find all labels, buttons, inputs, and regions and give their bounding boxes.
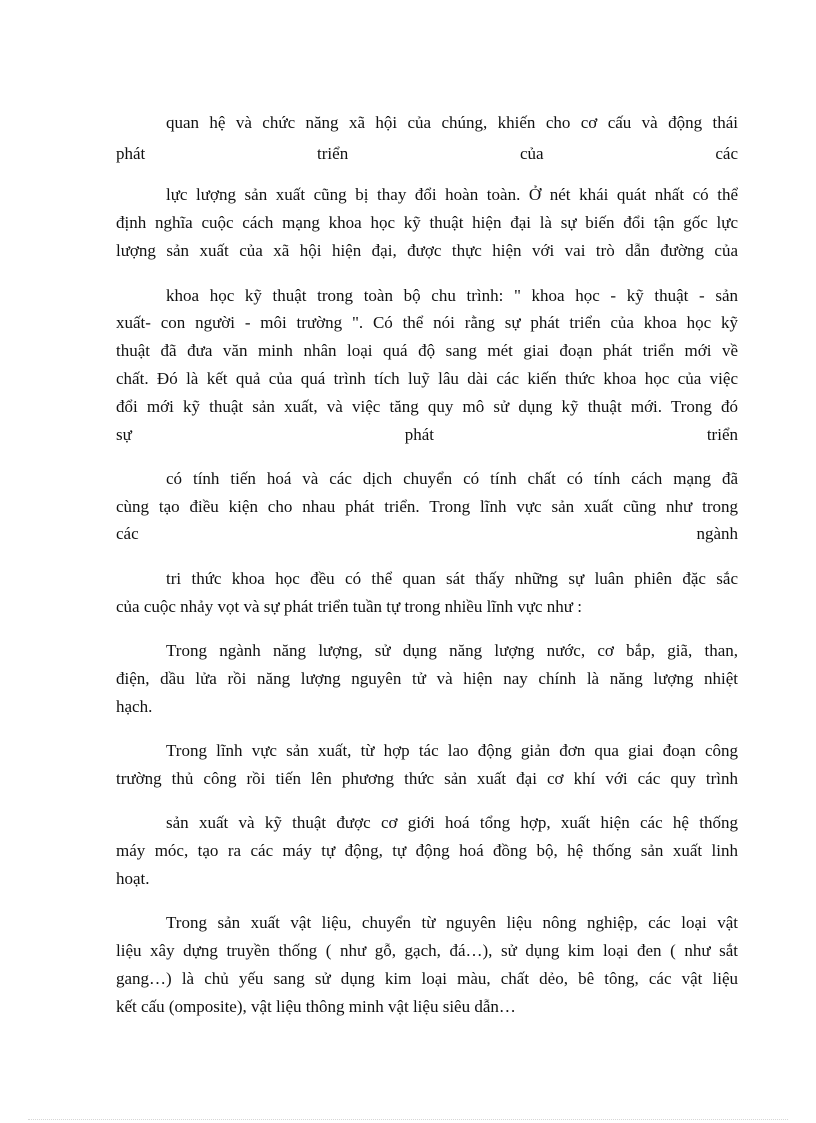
text-line: Trong ngành năng lượng, sử dụng năng lượng nước, cơ bắp, giã, than,	[166, 641, 738, 660]
text-line: máy móc, tạo ra các máy tự động, tự động hoá đồng bộ, hệ thống sản xuất linh	[116, 841, 738, 860]
text-line: các ngành	[116, 524, 738, 543]
text-line: điện, dầu lửa rồi năng lượng nguyên tử và hiện nay chính là năng lượng nhiệt	[116, 669, 738, 688]
text-line: của cuộc nhảy vọt và sự phát triển tuần tự trong nhiều lĩnh vực như :	[116, 597, 582, 616]
text-line: lực lượng sản xuất cũng bị thay đổi hoàn toàn. Ở nét khái quát nhất có thể	[166, 185, 738, 204]
text-line: thuật đã đưa văn minh nhân loại quá độ sang mét giai đoạn phát triển mới về	[116, 341, 738, 360]
text-line: gang…) là chủ yếu sang sử dụng kim loại màu, chất dẻo, bê tông, các vật liệu	[116, 969, 738, 988]
text-line: định nghĩa cuộc cách mạng khoa học kỹ thuật hiện đại là sự biến đổi tận gốc lực	[116, 213, 738, 232]
text-line: đổi mới kỹ thuật sản xuất, và việc tăng quy mô sử dụng kỹ thuật mới. Trong đó	[116, 397, 738, 416]
text-line: Trong sản xuất vật liệu, chuyển từ nguyên liệu nông nghiệp, các loại vật	[166, 913, 738, 932]
text-line: tri thức khoa học đều có thể quan sát thấy những sự luân phiên đặc sắc	[166, 569, 738, 588]
text-line: phát triển của các	[116, 144, 738, 163]
text-line: quan hệ và chức năng xã hội của chúng, khiến cho cơ cấu và động thái	[166, 113, 738, 132]
text-line: Trong lĩnh vực sản xuất, từ hợp tác lao động giản đơn qua giai đoạn công	[166, 741, 738, 760]
text-line: chất. Đó là kết quả của quá trình tích luỹ lâu dài các kiến thức khoa học của việc	[116, 369, 738, 388]
page-bottom-divider	[28, 1119, 788, 1120]
text-line: liệu xây dựng truyền thống ( như gỗ, gạch, đá…), sử dụng kim loại đen ( như sắt	[116, 941, 738, 960]
text-line: sản xuất và kỹ thuật được cơ giới hoá tổng hợp, xuất hiện các hệ thống	[166, 813, 738, 832]
text-line: cùng tạo điều kiện cho nhau phát triển. Trong lĩnh vực sản xuất cũng như trong	[116, 497, 738, 516]
text-line: sự phát triển	[116, 425, 738, 444]
text-line: hoạt.	[116, 869, 150, 888]
text-line: xuất- con người - môi trường ". Có thể nói rằng sự phát triển của khoa học kỹ	[116, 313, 738, 332]
text-line: hạch.	[116, 697, 153, 716]
text-line: kết cấu (omposite), vật liệu thông minh vật liệu siêu dẫn…	[116, 997, 516, 1016]
text-line: trường thủ công rồi tiến lên phương thức sản xuất đại cơ khí với các quy trình	[116, 769, 738, 788]
text-line: có tính tiến hoá và các dịch chuyển có tính chất có tính cách mạng đã	[166, 469, 738, 488]
text-line: khoa học kỹ thuật trong toàn bộ chu trình: " khoa học - kỹ thuật - sản	[166, 286, 738, 305]
text-line: lượng sản xuất của xã hội hiện đại, được thực hiện với vai trò dẫn đường của	[116, 241, 738, 260]
